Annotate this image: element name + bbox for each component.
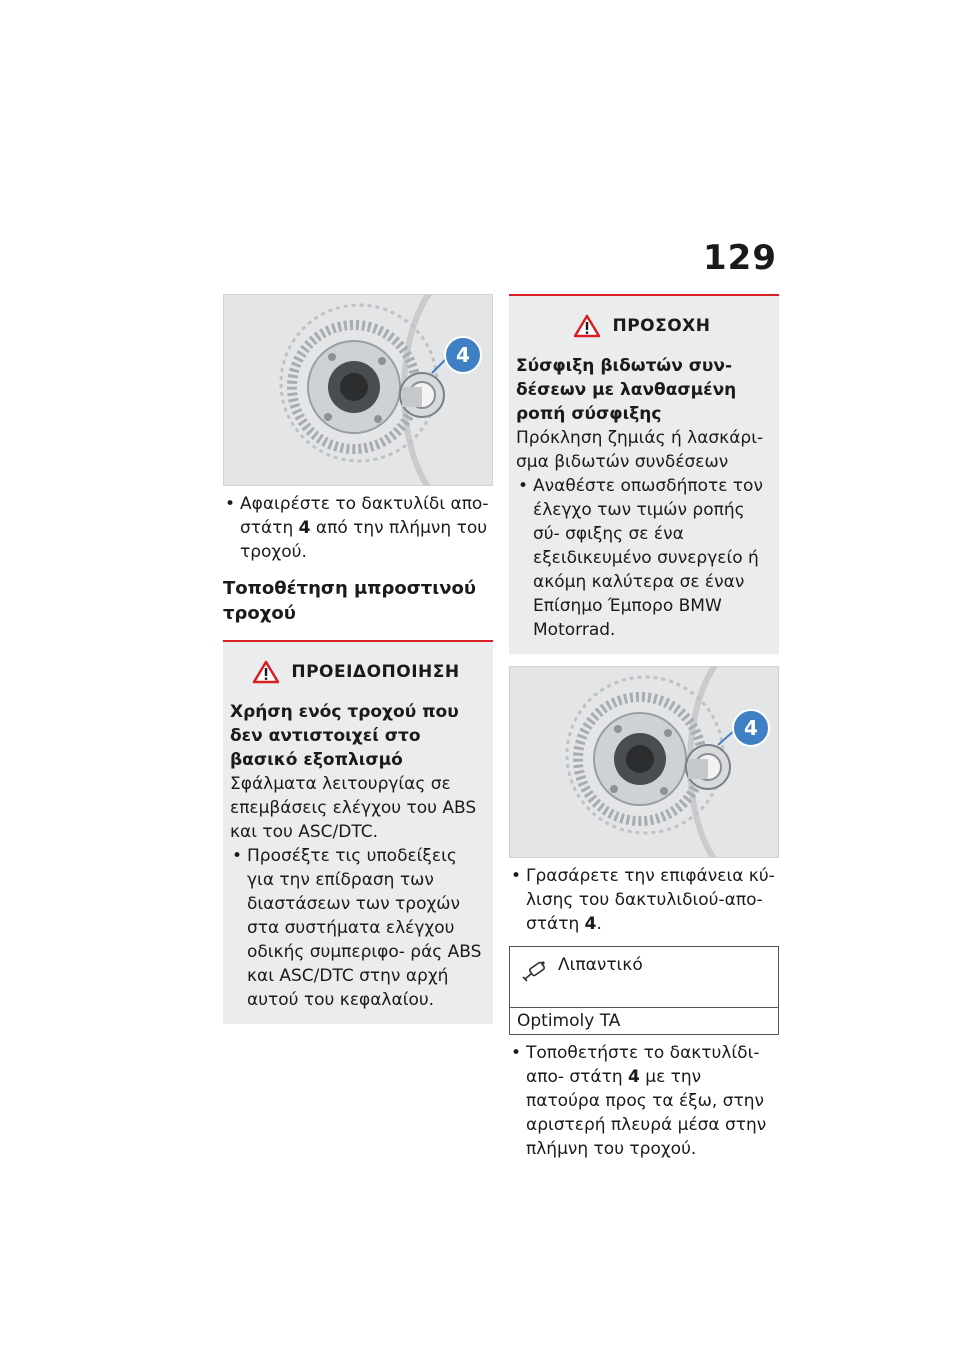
warning-box: [223, 640, 493, 1024]
caution-text: Πρόκληση ζημιάς ή λασκάρι- σμα βιδωτών συνδέσεων: [516, 428, 764, 472]
callout-4: 4: [732, 709, 770, 747]
warning-subtitle: Χρήση ενός τροχού που δεν αντιστοιχεί στο βασικό εξοπλισμό: [230, 702, 459, 770]
caution-triangle-icon: [574, 314, 600, 338]
wheel-hub-drawing: [224, 295, 493, 486]
warning-title: ΠΡΟΕΙΔΟΠΟΙΗΣΗ: [291, 662, 460, 682]
caution-box: [509, 294, 779, 654]
left-column: [223, 294, 493, 1024]
instruction-install-spacer: • Τοποθετήστε το δακτυλίδι-απο- στάτη 4 με την πατούρα προς τα έξω, στην αριστερή πλευρά μέσα στην πλήμνη του τροχού.: [509, 1041, 779, 1161]
wheel-hub-illustration-2: [509, 666, 779, 858]
wheel-hub-drawing-2: [510, 667, 779, 858]
caution-title: ΠΡΟΣΟΧΗ: [612, 316, 711, 336]
warning-bullet: • Προσέξτε τις υποδείξεις για την επίδραση των διαστάσεων των τροχών στα συστήματα ελέγχου οδικής συμπεριφο- ράς ABS και ASC/DTC στην αρχή αυτού του κεφαλαίου.: [230, 844, 483, 1012]
grease-gun-icon: [521, 959, 549, 985]
caution-bullet: • Αναθέστε οπωσδήποτε τον έλεγχο των τιμών ροπής σύ- σφιξης σε ένα εξειδικευμένο συνεργείο ή ακόμη καλύτερα σε έναν Επίσημο Έμπορο BMW Motorrad.: [516, 474, 769, 642]
right-column: [509, 294, 779, 1161]
callout-4: 4: [444, 336, 482, 374]
section-heading: Τοποθέτηση μπροστινού τροχού: [223, 578, 477, 624]
caution-subtitle: Σύσφιξη βιδωτών συν- δέσεων με λανθασμένη ροπή σύσφιξης: [516, 356, 737, 424]
warning-text: Σφάλματα λειτουργίας σε επεμβάσεις ελέγχου του ABS και του ASC/DTC.: [230, 774, 477, 842]
lubricant-label: Λιπαντικό: [558, 955, 643, 975]
page-number: 129: [703, 238, 777, 278]
instruction-remove-spacer: • Αφαιρέστε το δακτυλίδι απο- στάτη 4 από την πλήμνη του τροχού.: [223, 492, 493, 564]
lubricant-value: Optimoly TA: [510, 1007, 778, 1034]
lubricant-box: [509, 946, 779, 1035]
warning-triangle-icon: [253, 660, 279, 684]
wheel-hub-illustration: [223, 294, 493, 486]
instruction-grease-spacer: • Γρασάρετε την επιφάνεια κύ- λισης του δακτυλιδιού-απο- στάτη 4.: [509, 864, 779, 936]
